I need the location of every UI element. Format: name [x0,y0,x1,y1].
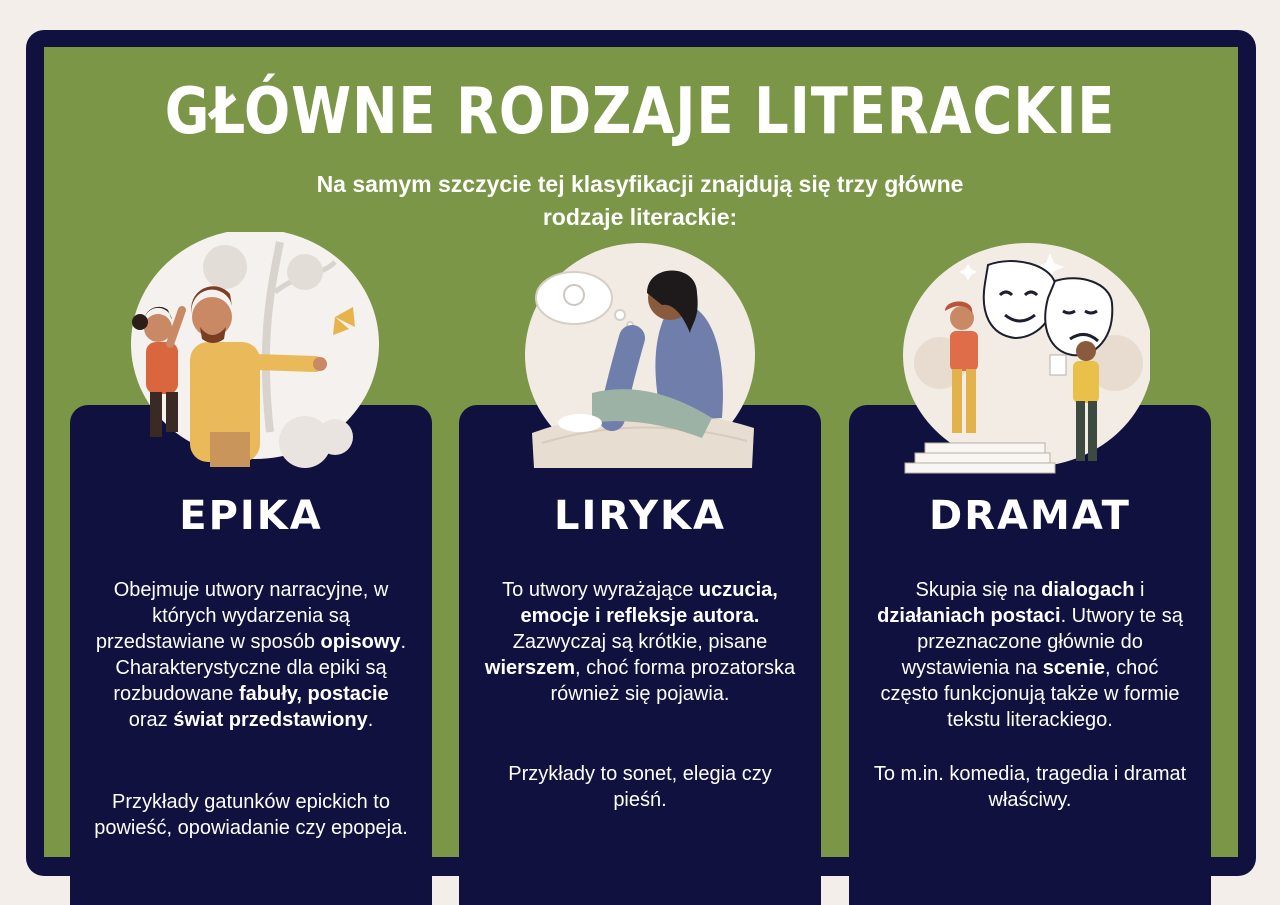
card-examples: Przykłady to sonet, elegia czy pieśń. [508,763,772,811]
text-segment: . Charakterystyczne dla epiki są rozbudowane [113,631,407,705]
card-examples: To m.in. komedia, tragedia i dramat właściwy. [873,763,1187,811]
card-title: LIRYKA [554,493,726,539]
text-segment: Skupia się na [915,579,1042,601]
card-examples: Przykłady gatunków epickich to powieść, opowiadanie czy epopeja. [94,791,408,839]
text-segment: . [367,709,374,731]
bold-text: fabuły, postacie [238,683,389,705]
card-description [92,577,410,733]
father-child-illustration [130,232,380,472]
text-segment: oraz [128,709,174,731]
text-segment: . Utwory te są przeznaczone głównie do wystawienia na [901,605,1183,679]
bold-text: opisowy [320,631,401,653]
sad-woman-illustration [522,243,772,483]
theatre-illustration [900,243,1150,483]
bold-text: uczucia, emocje i refleksje autora. [520,579,778,627]
text-segment: Obejmuje utwory narracyjne, w których wydarzenia są przedstawiane w sposób [95,579,389,653]
subtitle-line-1: Na samym szczycie tej klasyfikacji znajdują się trzy główne [316,171,964,197]
card-description [481,577,799,707]
bold-text: działaniach postaci [877,605,1061,627]
card-title: DRAMAT [929,493,1131,539]
text-segment: To utwory wyrażające [502,579,699,601]
card-title: EPIKA [179,493,323,539]
bold-text: scenie [1042,657,1106,679]
bold-text: wierszem [484,657,575,679]
text-segment: i [1134,579,1145,601]
text-segment: , choć forma prozatorska również się pojawia. [550,657,796,705]
subtitle-line-2: rodzaje literackie: [542,204,738,230]
bold-text: dialogach [1041,579,1135,601]
card-epika [70,405,432,905]
bold-text: świat przedstawiony [173,709,368,731]
card-description [871,577,1189,733]
page-subtitle [240,168,1040,234]
page-title: GŁÓWNE RODZAJE LITERACKIE [164,75,1116,149]
text-segment: , choć często funkcjonują także w formie tekstu literackiego. [880,657,1180,731]
text-segment: Zazwyczaj są krótkie, pisane [512,631,768,653]
